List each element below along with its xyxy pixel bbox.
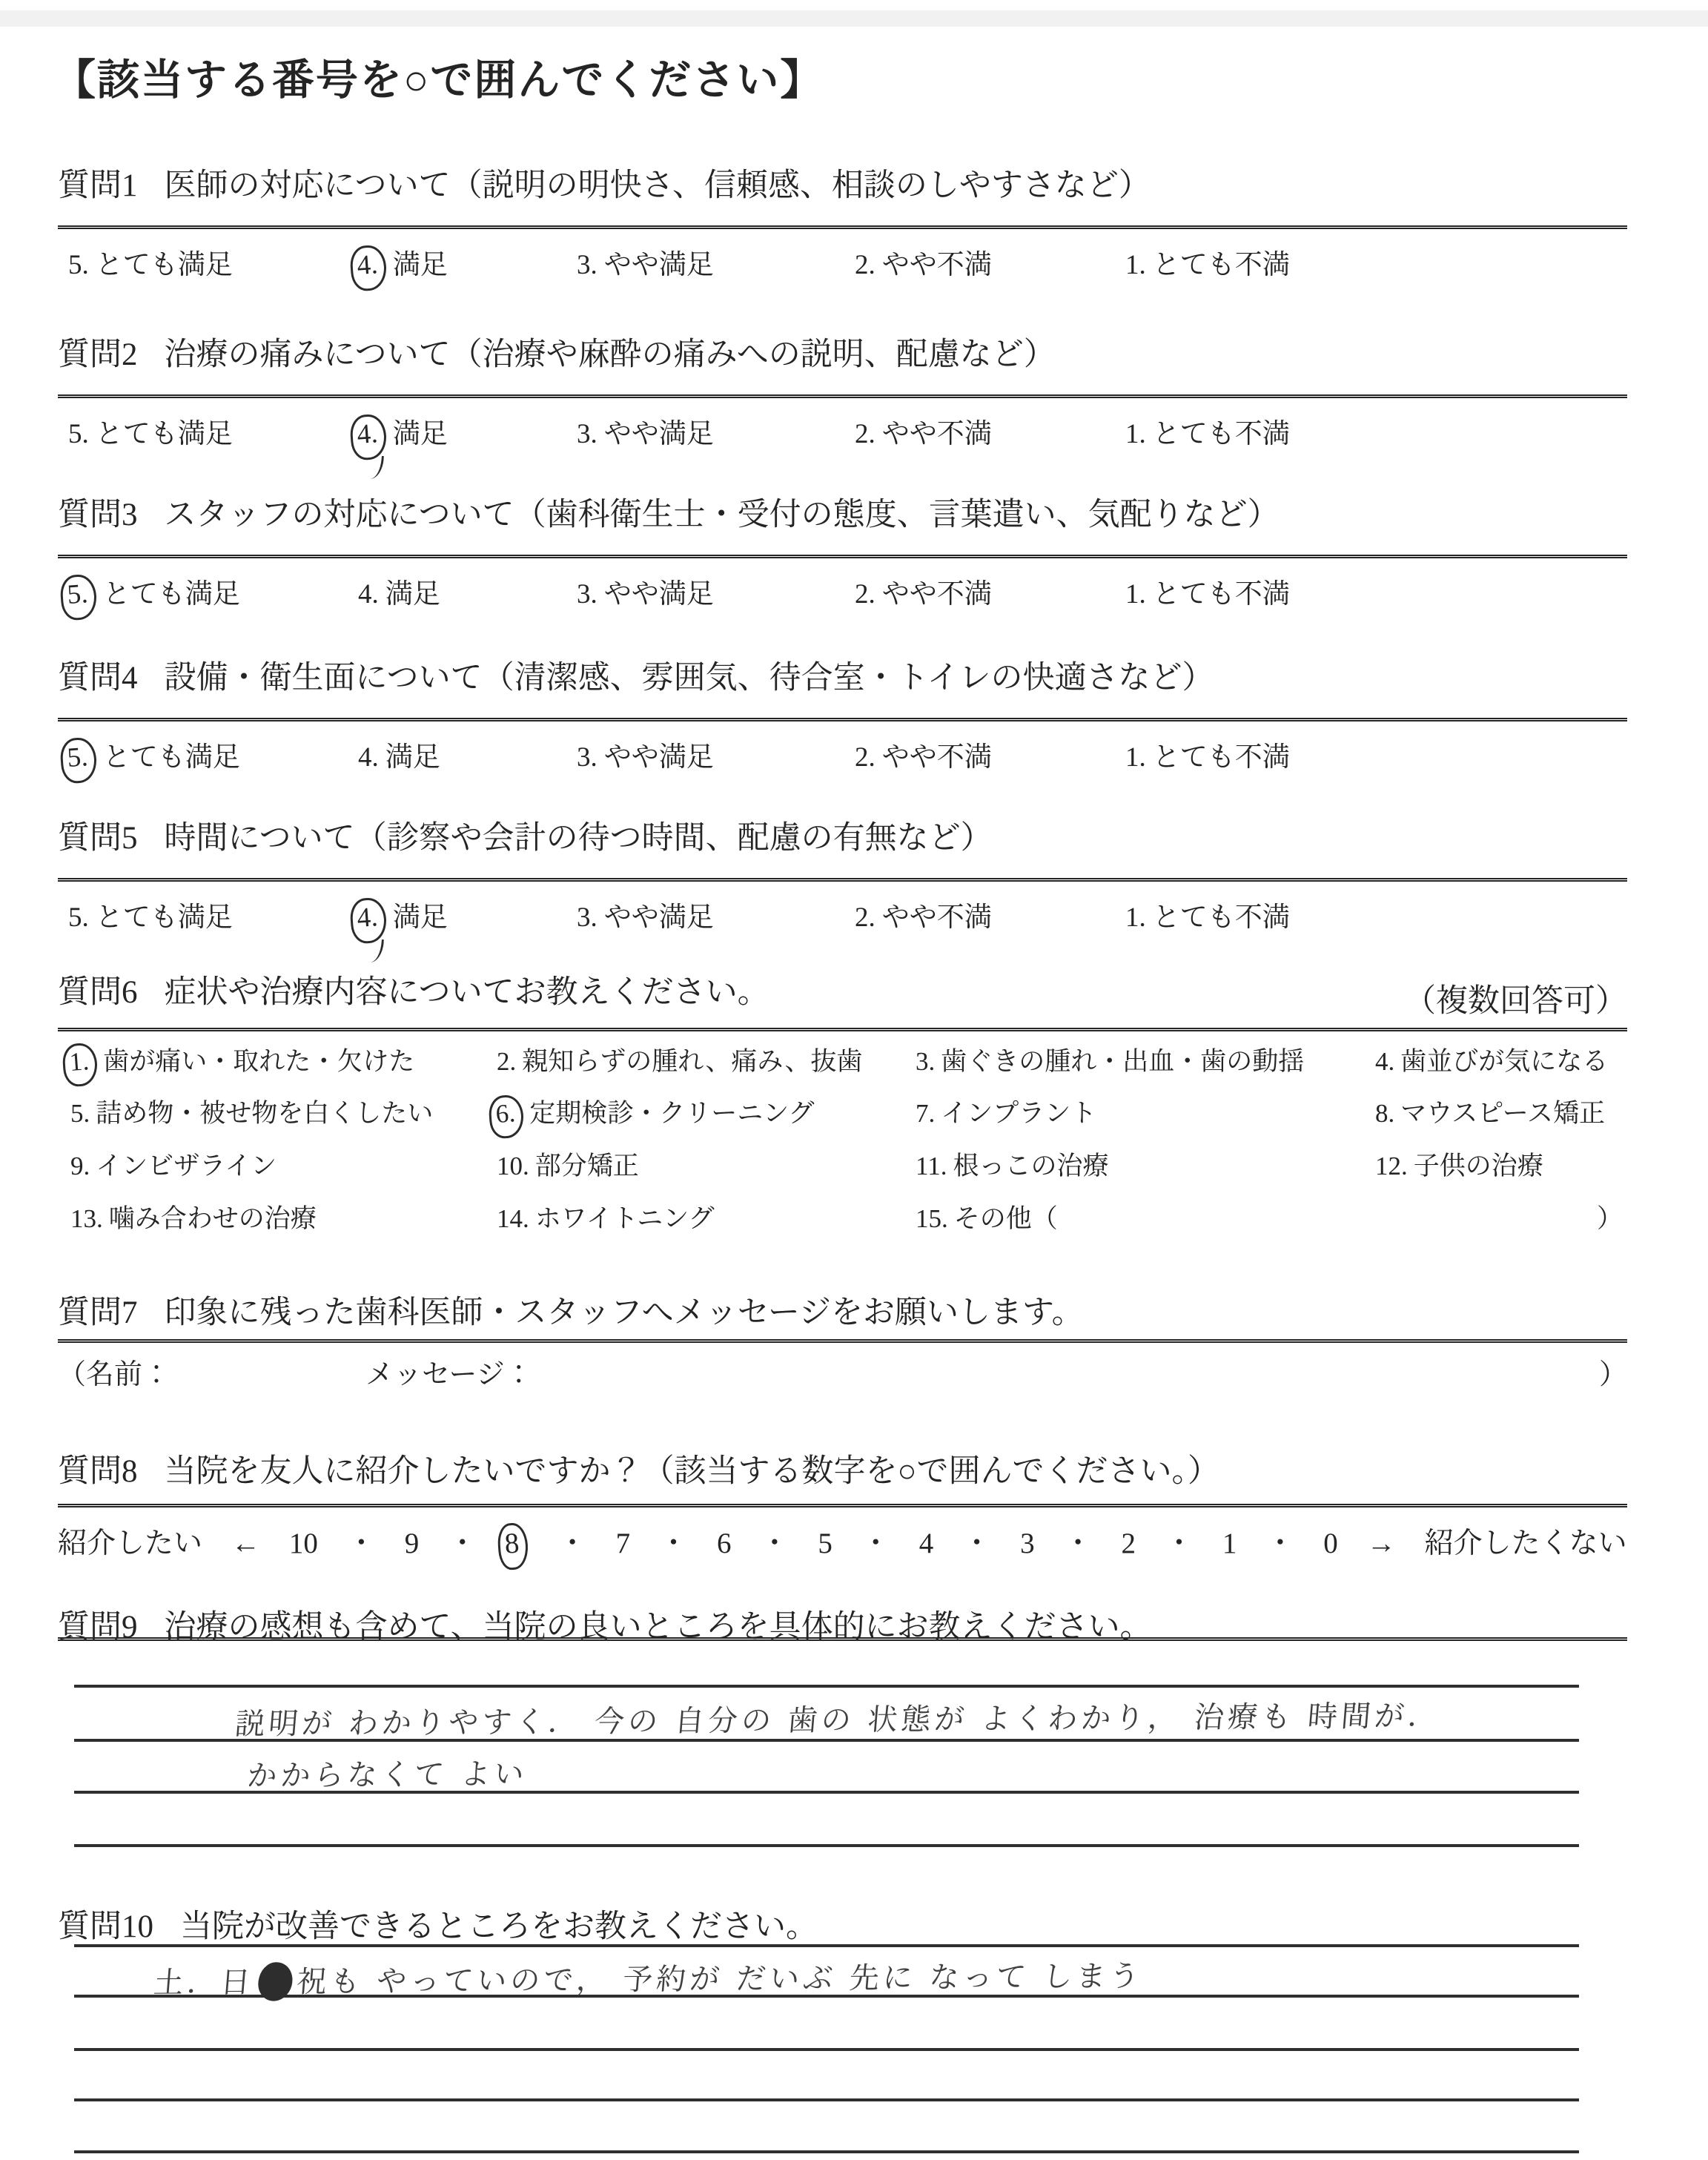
q6-item-5: 5. 詰め物・被せ物を白くしたい (70, 1099, 434, 1128)
ruled-line (74, 2098, 1579, 2101)
ruled-line (74, 2150, 1579, 2153)
q8-number-2: 2 (1121, 1527, 1136, 1559)
question-5-title: 時間について（診察や会計の待つ時間、配慮の有無など） (164, 821, 993, 856)
dot-separator: ・ (659, 1527, 689, 1559)
q5-option-5: 5. とても満足 (68, 902, 233, 933)
q7-name-label: （名前： (58, 1359, 171, 1390)
handwritten-circle: 5. (59, 736, 98, 784)
question-3-options (58, 571, 1627, 623)
question-2-title: 治療の痛みについて（治療や麻酔の痛みへの説明、配慮など） (164, 337, 1056, 372)
dot-separator: ・ (557, 1527, 587, 1559)
ruled-line (74, 1685, 1579, 1688)
question-5-section (58, 821, 1627, 934)
question-10-number: 質問10 (58, 1909, 153, 1944)
question-4-rule (58, 718, 1627, 721)
question-2-section (58, 337, 1627, 450)
q3-option-1: 1. とても不満 (1125, 579, 1290, 610)
question-3-title: スタッフの対応について（歯科衛生士・受付の態度、言葉遣い、気配りなど） (164, 498, 1280, 532)
q7-close-paren: ） (1598, 1359, 1627, 1390)
q1-option-4-selected: 4. 満足 (358, 242, 448, 282)
q8-right-arrow-icon: → (1366, 1527, 1396, 1559)
q8-number-3: 3 (1020, 1527, 1035, 1559)
handwritten-circle: 4. (349, 413, 388, 460)
q8-number-10: 10 (288, 1527, 318, 1559)
q5-option-1: 1. とても不満 (1125, 902, 1290, 933)
question-8-section (58, 1454, 1627, 1560)
q8-number-4: 4 (918, 1527, 934, 1559)
dot-separator: ・ (962, 1527, 992, 1559)
dot-separator: ・ (1063, 1527, 1093, 1559)
question-10-heading (58, 1910, 1627, 1943)
q6-item-14: 14. ホワイトニング (497, 1204, 715, 1233)
question-2-heading (58, 338, 1627, 371)
handwritten-circle: 6. (488, 1094, 525, 1139)
question-10-rule (74, 1944, 1579, 1947)
q6-item-2: 2. 親知らずの腫れ、痛み、抜歯 (497, 1047, 863, 1076)
handwritten-circle: 1. (62, 1042, 99, 1087)
q3-option-5-selected: 5. とても満足 (68, 571, 240, 611)
scribbled-out-character (254, 1960, 297, 2004)
question-8-rule (58, 1504, 1627, 1507)
question-3-rule (58, 555, 1627, 558)
question-9-section (58, 1610, 1627, 1794)
q6-item-12: 12. 子供の治療 (1375, 1152, 1543, 1180)
q8-left-label: 紹介したい (58, 1527, 203, 1559)
question-9-number: 質問9 (58, 1610, 138, 1645)
handwritten-circle: 4. (349, 896, 388, 944)
q6-item-15-other: 15. その他（ (916, 1204, 1058, 1233)
question-2-number: 質問2 (58, 337, 138, 372)
question-6-section (58, 975, 1627, 1233)
question-4-heading (58, 661, 1627, 695)
q8-number-9: 9 (404, 1527, 420, 1559)
q6-item-11: 11. 根っこの治療 (916, 1152, 1109, 1180)
question-5-rule (58, 878, 1627, 882)
q1-option-2: 2. やや不満 (855, 250, 992, 280)
question-8-title: 当院を友人に紹介したいですか？（該当する数字を○で囲んでください。） (164, 1454, 1219, 1489)
question-8-number: 質問8 (58, 1454, 138, 1489)
question-1-section (58, 168, 1627, 281)
q2-option-5: 5. とても満足 (68, 419, 233, 449)
q2-option-4-selected: 4. 満足 (358, 411, 448, 451)
q6-item-6-selected: 6. 定期検診・クリーニング (497, 1093, 815, 1130)
q4-option-3: 3. やや満足 (577, 742, 714, 773)
question-6-title: 症状や治療内容についてお教えください。 (164, 975, 769, 1010)
q6-item-10: 10. 部分矯正 (497, 1152, 639, 1180)
question-7-answer-row (58, 1351, 1627, 1392)
q5-option-4-selected: 4. 満足 (358, 894, 448, 934)
question-7-number: 質問7 (58, 1295, 138, 1330)
q8-number-7: 7 (615, 1527, 631, 1559)
q1-option-3: 3. やや満足 (577, 250, 714, 280)
question-8-heading (58, 1455, 1627, 1488)
handwritten-circle: 5. (59, 573, 98, 621)
question-4-options (58, 734, 1627, 786)
q4-option-4: 4. 満足 (358, 742, 440, 773)
question-1-heading (58, 169, 1627, 202)
q10-handwritten-answer-line-1: 土．日 祝も やっていので， 予約が だいぶ 先に なって しまう (152, 1952, 1145, 2001)
q3-option-3: 3. やや満足 (577, 579, 714, 610)
q8-number-8-selected: 8 (497, 1522, 529, 1571)
question-3-heading (58, 498, 1627, 532)
question-7-title: 印象に残った歯科医師・スタッフへメッセージをお願いします。 (164, 1295, 1084, 1330)
question-5-number: 質問5 (58, 821, 138, 856)
dot-separator: ・ (1265, 1527, 1295, 1559)
question-7-rule (58, 1339, 1627, 1343)
scan-artifact-band (0, 10, 1708, 27)
q2-option-2: 2. やや不満 (855, 419, 992, 449)
q9-handwritten-answer-line-1: 説明が わかりやすく． 今の 自分の 歯の 状態が よくわかり， 治療も 時間が． (234, 1699, 1443, 1742)
dot-separator: ・ (760, 1527, 790, 1559)
question-8-scale-row (58, 1520, 1627, 1562)
q4-option-2: 2. やや不満 (855, 742, 992, 773)
q4-option-5-selected: 5. とても満足 (68, 734, 240, 774)
q6-item-7: 7. インプラント (916, 1099, 1097, 1128)
q4-option-1: 1. とても不満 (1125, 742, 1290, 773)
question-6-rule (58, 1028, 1627, 1031)
question-10-title: 当院が改善できるところをお教えください。 (180, 1909, 818, 1944)
q2-option-1: 1. とても不満 (1125, 419, 1290, 449)
dot-separator: ・ (1164, 1527, 1194, 1559)
dot-separator: ・ (346, 1527, 376, 1559)
question-1-number: 質問1 (58, 168, 138, 203)
q6-item-4: 4. 歯並びが気になる (1375, 1047, 1609, 1076)
q2-option-3: 3. やや満足 (577, 419, 714, 449)
q6-item-8: 8. マウスピース矯正 (1375, 1099, 1606, 1128)
dot-separator: ・ (861, 1527, 890, 1559)
q9-handwritten-answer-line-2: かからなくて よい (245, 1757, 529, 1794)
question-2-rule (58, 394, 1627, 398)
handwritten-circle: 4. (349, 244, 388, 291)
q3-option-2: 2. やや不満 (855, 579, 992, 610)
q3-option-4: 4. 満足 (358, 579, 440, 610)
question-4-number: 質問4 (58, 661, 138, 696)
q8-number-0: 0 (1323, 1527, 1338, 1559)
question-1-title: 医師の対応について（説明の明快さ、信頼感、相談のしやすさなど） (164, 168, 1151, 203)
question-6-heading (58, 976, 1627, 1009)
q7-message-label: メッセージ： (365, 1359, 533, 1390)
q6-item-3: 3. 歯ぐきの腫れ・出血・歯の動揺 (916, 1047, 1305, 1076)
q8-number-6: 6 (716, 1527, 732, 1559)
q6-item-9: 9. インビザライン (70, 1152, 277, 1180)
ruled-line (74, 2048, 1579, 2051)
q8-number-5: 5 (818, 1527, 833, 1559)
q8-right-label: 紹介したくない (1424, 1527, 1627, 1559)
q8-left-arrow-icon: ← (231, 1527, 260, 1559)
question-5-options (58, 894, 1627, 946)
q8-number-1: 1 (1222, 1527, 1237, 1559)
question-1-options (58, 242, 1627, 294)
q1-option-5: 5. とても満足 (68, 250, 233, 280)
question-6-number: 質問6 (58, 975, 138, 1010)
q5-option-3: 3. やや満足 (577, 902, 714, 933)
q6-item-1-selected: 1. 歯が痛い・取れた・欠けた (70, 1041, 414, 1078)
question-9-rule (58, 1637, 1627, 1641)
q6-other-close-paren: ） (1596, 1204, 1623, 1233)
question-7-section (58, 1295, 1627, 1390)
page-title: 【該当する番号を○で囲んでください】 (53, 57, 824, 104)
ruled-line (74, 1844, 1579, 1847)
q1-option-1: 1. とても不満 (1125, 250, 1290, 280)
q6-item-13: 13. 噛み合わせの治療 (70, 1204, 317, 1233)
question-4-section (58, 661, 1627, 773)
q5-option-2: 2. やや不満 (855, 902, 992, 933)
question-5-heading (58, 822, 1627, 855)
question-9-title: 治療の感想も含めて、当院の良いところを具体的にお教えください。 (164, 1610, 1152, 1645)
question-3-section (58, 498, 1627, 610)
question-7-heading (58, 1296, 1627, 1330)
dot-separator: ・ (448, 1527, 477, 1559)
question-10-section (58, 1909, 1627, 2001)
question-1-rule (58, 225, 1627, 229)
question-3-number: 質問3 (58, 498, 138, 532)
question-6-multi-answer-note: （複数回答可） (1404, 984, 1627, 1019)
question-2-options (58, 411, 1627, 463)
question-4-title: 設備・衛生面について（清潔感、雰囲気、待合室・トイレの快適さなど） (164, 661, 1214, 696)
